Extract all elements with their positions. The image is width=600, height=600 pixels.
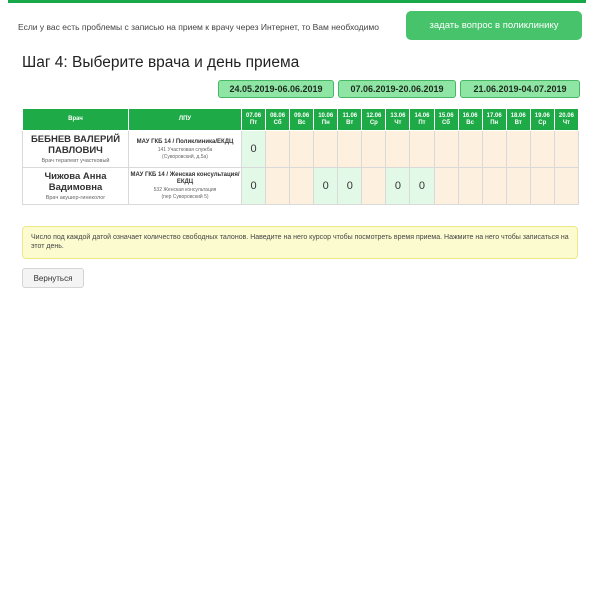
doctor-row (23, 168, 579, 205)
day-date: 09.06 (294, 112, 310, 119)
day-column-header (314, 109, 338, 131)
day-weekday: Пт (418, 119, 426, 126)
day-column-header (386, 109, 410, 131)
day-weekday: Вт (346, 119, 354, 126)
day-date: 14.06 (414, 112, 430, 119)
info-hint-box: Число под каждой датой означает количество свободных талонов. Наведите на него курсор чтобы посмотреть время приема. Нажмите на него чтобы записаться на этот день. (22, 226, 578, 259)
day-column-header (554, 109, 578, 131)
slot-cell-empty (482, 168, 506, 205)
day-column-header (506, 109, 530, 131)
doctor-name: Чижова Анна Вадимовна (44, 171, 107, 193)
day-weekday: Чт (394, 119, 402, 126)
slot-cell-available[interactable]: 0 (410, 168, 434, 205)
slot-cell-empty (458, 131, 482, 168)
slot-cell-available[interactable]: 0 (338, 168, 362, 205)
back-button[interactable]: Вернуться (22, 268, 84, 288)
slot-cell-available[interactable]: 0 (314, 168, 338, 205)
doctor-cell (23, 168, 129, 205)
day-weekday: Пн (490, 119, 499, 126)
lpu-cell (129, 168, 242, 205)
slot-cell-empty (530, 168, 554, 205)
day-weekday: Сб (442, 119, 451, 126)
doctor-specialty: Врач акушер-гинеколог (45, 195, 106, 201)
slot-cell-empty (458, 168, 482, 205)
slot-cell-empty (362, 168, 386, 205)
slot-cell-empty (554, 168, 578, 205)
day-date: 08.06 (270, 112, 286, 119)
day-date: 10.06 (318, 112, 334, 119)
slot-cell-empty (266, 168, 290, 205)
slot-cell-empty (434, 131, 458, 168)
day-column-header (362, 109, 386, 131)
slot-cell-empty (314, 131, 338, 168)
day-column-header (482, 109, 506, 131)
day-weekday: Вс (466, 119, 474, 126)
day-weekday: Вт (514, 119, 522, 126)
day-weekday: Пн (321, 119, 330, 126)
day-date: 11.06 (342, 112, 358, 119)
slot-cell-empty (338, 131, 362, 168)
day-date: 17.06 (486, 112, 502, 119)
day-weekday: Ср (369, 119, 378, 126)
doctor-name: БЕБНЕВ ВАЛЕРИЙ ПАВЛОВИЧ (30, 134, 121, 156)
day-column-header (290, 109, 314, 131)
notice-row (0, 10, 600, 42)
day-column-header (266, 109, 290, 131)
day-date: 07.06 (246, 112, 262, 119)
schedule-header-row (23, 109, 579, 131)
lpu-column-header: ЛПУ (129, 109, 242, 131)
day-weekday: Ср (538, 119, 547, 126)
day-column-header (530, 109, 554, 131)
schedule-table (22, 108, 579, 205)
day-date: 13.06 (390, 112, 406, 119)
day-date: 12.06 (366, 112, 382, 119)
ask-clinic-button[interactable]: задать вопрос в поликлинику (406, 11, 582, 40)
doctor-column-header: Врач (23, 109, 129, 131)
date-range-button-3[interactable]: 21.06.2019-04.07.2019 (460, 80, 580, 98)
lpu-department: 532 Женская консультация (153, 187, 217, 193)
lpu-cell (129, 131, 242, 168)
doctor-row (23, 131, 579, 168)
day-date: 19.06 (534, 112, 550, 119)
notice-text: Если у вас есть проблемы с записью на прием к врачу через Интернет, то Вам необходимо (18, 22, 379, 32)
day-date: 18.06 (510, 112, 526, 119)
slot-cell-empty (266, 131, 290, 168)
lpu-name: МАУ ГКБ 14 / Поликлиника/ЕКДЦ (136, 138, 234, 145)
day-column-header (338, 109, 362, 131)
day-date: 15.06 (438, 112, 454, 119)
day-column-header (410, 109, 434, 131)
day-column-header (458, 109, 482, 131)
slot-cell-empty (362, 131, 386, 168)
lpu-address: (пер Суворовский 5) (161, 194, 209, 200)
lpu-address: (Суворовский, д.5а) (162, 153, 208, 160)
slot-cell-empty (530, 131, 554, 168)
lpu-name: МАУ ГКБ 14 / Женская консультация/ЕКДЦ (130, 172, 240, 185)
day-column-header (242, 109, 266, 131)
slot-cell-empty (554, 131, 578, 168)
date-range-button-1[interactable]: 24.05.2019-06.06.2019 (218, 80, 334, 98)
date-range-selector (218, 80, 580, 98)
slot-cell-empty (506, 168, 530, 205)
slot-cell-available[interactable]: 0 (242, 131, 266, 168)
doctor-cell (23, 131, 129, 168)
top-accent-bar (8, 0, 586, 3)
day-weekday: Сб (273, 119, 282, 126)
slot-cell-empty (386, 131, 410, 168)
day-column-header (434, 109, 458, 131)
page-title: Шаг 4: Выберите врача и день приема (22, 54, 300, 71)
day-weekday: Чт (562, 119, 570, 126)
slot-cell-available[interactable]: 0 (242, 168, 266, 205)
slot-cell-empty (506, 131, 530, 168)
doctor-specialty: Врач терапевт участковый (41, 158, 110, 164)
day-date: 16.06 (462, 112, 478, 119)
lpu-department: 141 Участковая служба (157, 146, 213, 153)
date-range-button-2[interactable]: 07.06.2019-20.06.2019 (338, 80, 456, 98)
slot-cell-empty (290, 131, 314, 168)
slot-cell-empty (410, 131, 434, 168)
slot-cell-empty (290, 168, 314, 205)
day-weekday: Пт (249, 119, 258, 126)
slot-cell-empty (482, 131, 506, 168)
day-weekday: Вс (297, 119, 306, 126)
slot-cell-empty (434, 168, 458, 205)
slot-cell-available[interactable]: 0 (386, 168, 410, 205)
day-date: 20.06 (558, 112, 574, 119)
